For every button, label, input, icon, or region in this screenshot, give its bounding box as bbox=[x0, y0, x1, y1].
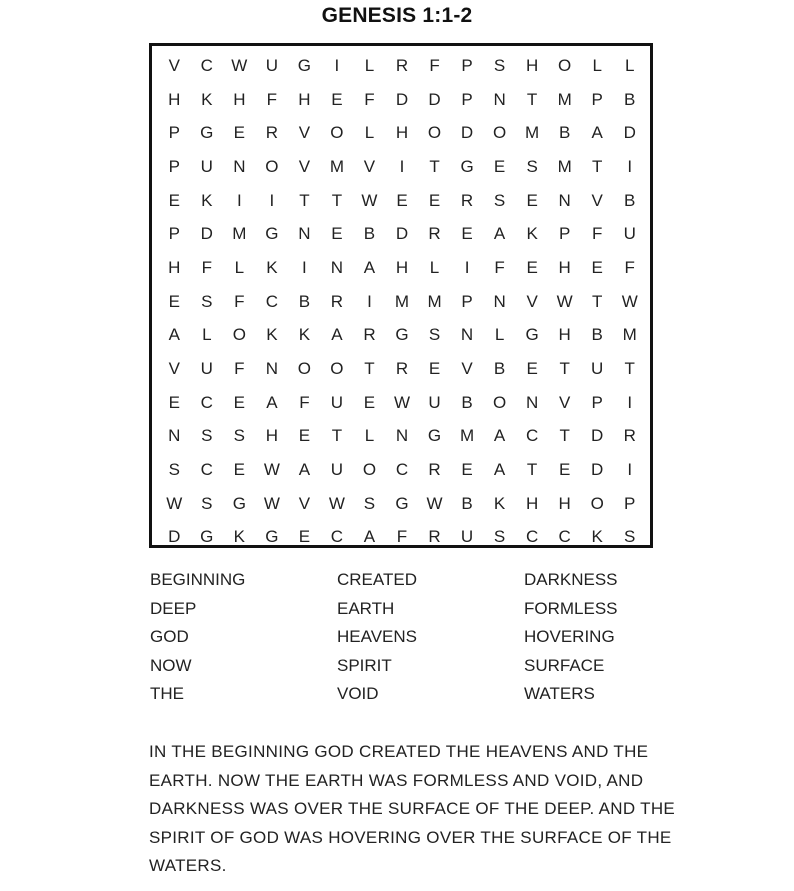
grid-letter[interactable]: H bbox=[558, 493, 571, 513]
grid-letter[interactable]: R bbox=[265, 123, 278, 143]
grid-letter[interactable]: T bbox=[559, 359, 570, 379]
grid-letter[interactable]: V bbox=[298, 123, 311, 143]
grid-letter[interactable]: R bbox=[623, 426, 636, 446]
grid-letter[interactable]: F bbox=[624, 257, 635, 277]
word-list-item: DARKNESS bbox=[524, 570, 618, 589]
grid-letter[interactable]: A bbox=[363, 527, 376, 547]
grid-letter[interactable]: K bbox=[201, 190, 213, 210]
grid-letter[interactable]: O bbox=[362, 460, 377, 480]
grid-letter[interactable]: F bbox=[234, 291, 245, 311]
grid-letter[interactable]: G bbox=[265, 224, 279, 244]
grid-letter[interactable]: L bbox=[624, 55, 635, 75]
grid-letter[interactable]: T bbox=[591, 291, 603, 311]
grid-letter[interactable]: E bbox=[331, 89, 343, 109]
grid-letter[interactable]: S bbox=[233, 426, 245, 446]
grid-letter[interactable]: A bbox=[298, 460, 311, 480]
word-list-item: THE bbox=[150, 684, 184, 704]
grid-letter[interactable]: S bbox=[526, 156, 538, 176]
grid-letter[interactable]: F bbox=[591, 224, 603, 244]
grid-letter[interactable]: L bbox=[364, 123, 375, 143]
grid-letter[interactable]: P bbox=[624, 493, 636, 513]
grid-letter[interactable]: E bbox=[591, 257, 603, 277]
grid-letter[interactable]: E bbox=[493, 156, 506, 176]
grid-letter[interactable]: N bbox=[233, 156, 246, 176]
grid-letter[interactable]: H bbox=[233, 89, 246, 109]
grid-letter[interactable]: V bbox=[298, 156, 311, 176]
grid-letter[interactable]: N bbox=[558, 190, 571, 210]
grid-letter[interactable]: B bbox=[493, 359, 506, 379]
grid-letter[interactable]: B bbox=[461, 493, 473, 513]
grid-letter[interactable]: T bbox=[526, 460, 538, 480]
grid-letter[interactable]: P bbox=[461, 55, 473, 75]
grid-letter[interactable]: W bbox=[426, 493, 443, 513]
grid-letter[interactable]: T bbox=[559, 426, 570, 446]
grid-letter[interactable]: C bbox=[330, 527, 344, 547]
word-list-item: BEGINNING bbox=[150, 570, 246, 589]
grid-letter[interactable]: M bbox=[329, 156, 344, 176]
grid-letter[interactable]: D bbox=[591, 426, 604, 446]
grid-letter[interactable]: P bbox=[168, 156, 180, 176]
grid-letter[interactable]: M bbox=[557, 89, 572, 109]
grid-letter[interactable]: I bbox=[627, 392, 633, 412]
grid-letter[interactable]: M bbox=[427, 291, 442, 311]
grid-letter[interactable]: E bbox=[168, 392, 180, 412]
grid-letter[interactable]: W bbox=[393, 392, 411, 412]
grid-letter[interactable]: B bbox=[624, 190, 636, 210]
grid-letter[interactable]: M bbox=[459, 426, 475, 446]
grid-letter[interactable]: G bbox=[395, 325, 409, 345]
grid-letter[interactable]: N bbox=[298, 224, 311, 244]
grid-letter[interactable]: M bbox=[394, 291, 410, 311]
grid-letter[interactable]: R bbox=[330, 291, 344, 311]
grid-letter[interactable]: I bbox=[302, 257, 307, 277]
grid-letter[interactable]: G bbox=[297, 55, 311, 75]
grid-letter[interactable]: P bbox=[461, 89, 473, 109]
grid-letter[interactable]: E bbox=[168, 291, 180, 311]
grid-letter[interactable]: W bbox=[361, 190, 378, 210]
grid-letter[interactable]: G bbox=[200, 527, 214, 547]
grid-letter[interactable]: D bbox=[623, 123, 636, 143]
grid-letter[interactable]: F bbox=[299, 392, 310, 412]
verse-line: WATERS. bbox=[149, 856, 227, 876]
grid-letter[interactable]: C bbox=[265, 291, 278, 311]
grid-letter[interactable]: N bbox=[265, 359, 278, 379]
grid-letter[interactable]: S bbox=[363, 493, 376, 513]
grid-letter[interactable]: U bbox=[591, 359, 604, 379]
grid-letter[interactable]: W bbox=[328, 493, 345, 513]
grid-letter[interactable]: H bbox=[265, 426, 278, 446]
word-list-item: SURFACE bbox=[524, 655, 605, 675]
grid-letter[interactable]: O bbox=[558, 55, 572, 75]
grid-letter[interactable]: G bbox=[427, 426, 442, 446]
grid-letter[interactable]: U bbox=[265, 55, 278, 75]
grid-letter[interactable]: T bbox=[364, 359, 375, 379]
grid-letter[interactable]: O bbox=[265, 156, 279, 176]
grid-letter[interactable]: N bbox=[493, 89, 506, 109]
grid-letter[interactable]: T bbox=[429, 156, 440, 176]
grid-letter[interactable]: F bbox=[429, 55, 440, 75]
grid-letter[interactable]: A bbox=[168, 325, 180, 345]
grid-letter[interactable]: O bbox=[427, 123, 442, 143]
grid-letter[interactable]: C bbox=[525, 527, 539, 547]
grid-letter[interactable]: N bbox=[460, 325, 474, 345]
grid-letter[interactable]: D bbox=[168, 527, 181, 547]
grid-letter[interactable]: H bbox=[395, 123, 409, 143]
grid-letter[interactable]: U bbox=[428, 392, 441, 412]
grid-letter[interactable]: A bbox=[493, 426, 506, 446]
grid-letter[interactable]: L bbox=[234, 257, 245, 277]
grid-letter[interactable]: U bbox=[200, 156, 213, 176]
grid-letter[interactable]: K bbox=[201, 89, 213, 109]
grid-letter[interactable]: U bbox=[623, 224, 636, 244]
grid-letter[interactable]: V bbox=[363, 156, 376, 176]
word-list-item: EARTH bbox=[337, 598, 395, 618]
grid-letter[interactable]: H bbox=[525, 55, 539, 75]
word-list-item: SPIRIT bbox=[337, 655, 392, 675]
grid-letter[interactable]: N bbox=[493, 291, 506, 311]
grid-letter[interactable]: U bbox=[330, 392, 344, 412]
grid-letter[interactable]: O bbox=[590, 493, 604, 513]
grid-letter[interactable]: B bbox=[558, 123, 571, 143]
grid-letter[interactable]: N bbox=[395, 426, 409, 446]
grid-letter[interactable]: C bbox=[558, 527, 571, 547]
grid-letter[interactable]: L bbox=[494, 325, 505, 345]
grid-letter[interactable]: K bbox=[591, 527, 603, 547]
grid-letter[interactable]: C bbox=[525, 426, 539, 446]
word-list-item: HEAVENS bbox=[337, 627, 417, 647]
grid-letter[interactable]: L bbox=[364, 55, 375, 75]
grid-letter[interactable]: I bbox=[367, 291, 372, 311]
grid-letter[interactable]: N bbox=[330, 257, 344, 277]
word-list-item: DEEP bbox=[150, 598, 197, 618]
grid-letter[interactable]: E bbox=[461, 224, 473, 244]
verse-line: IN THE BEGINNING GOD CREATED THE HEAVENS AND THE bbox=[149, 742, 649, 761]
grid-letter[interactable]: H bbox=[558, 257, 571, 277]
grid-letter[interactable]: V bbox=[461, 359, 473, 379]
grid-letter[interactable]: A bbox=[493, 224, 506, 244]
grid-letter[interactable]: R bbox=[428, 460, 441, 480]
grid-letter[interactable]: R bbox=[363, 325, 376, 345]
grid-letter[interactable]: I bbox=[236, 190, 242, 210]
grid-letter[interactable]: G bbox=[232, 493, 246, 513]
verse-line: DARKNESS WAS OVER THE SURFACE OF THE DEEP. AND THE bbox=[149, 799, 676, 819]
grid-letter[interactable]: B bbox=[363, 224, 376, 244]
grid-letter[interactable]: I bbox=[464, 257, 470, 277]
grid-letter[interactable]: E bbox=[428, 190, 441, 210]
grid-letter[interactable]: S bbox=[624, 527, 636, 547]
word-list-item: NOW bbox=[150, 655, 192, 675]
grid-letter[interactable]: A bbox=[266, 392, 278, 412]
grid-letter[interactable]: E bbox=[233, 392, 245, 412]
grid-letter[interactable]: E bbox=[461, 460, 473, 480]
grid-letter[interactable]: B bbox=[591, 325, 603, 345]
grid-letter[interactable]: P bbox=[591, 392, 603, 412]
grid-letter[interactable]: W bbox=[166, 493, 183, 513]
grid-letter[interactable]: W bbox=[621, 291, 638, 311]
grid-letter[interactable]: A bbox=[591, 123, 603, 143]
grid-letter[interactable]: W bbox=[556, 291, 573, 311]
letter-grid bbox=[158, 49, 646, 554]
grid-letter[interactable]: A bbox=[493, 460, 506, 480]
grid-letter[interactable]: R bbox=[460, 190, 474, 210]
grid-letter[interactable]: F bbox=[364, 89, 375, 109]
grid-letter[interactable]: T bbox=[331, 426, 343, 446]
grid-letter[interactable]: L bbox=[364, 426, 375, 446]
grid-letter[interactable]: W bbox=[263, 460, 280, 480]
grid-letter[interactable]: F bbox=[396, 527, 408, 547]
grid-letter[interactable]: E bbox=[233, 123, 245, 143]
grid-letter[interactable]: E bbox=[298, 426, 311, 446]
grid-letter[interactable]: B bbox=[624, 89, 636, 109]
verse-line: EARTH. NOW THE EARTH WAS FORMLESS AND VOID, AND bbox=[149, 770, 644, 790]
grid-letter[interactable]: T bbox=[526, 89, 538, 109]
word-list-item: CREATED bbox=[337, 570, 417, 589]
grid-letter[interactable]: V bbox=[558, 392, 571, 412]
word-search-grid bbox=[149, 43, 653, 548]
grid-letter[interactable]: K bbox=[493, 493, 506, 513]
grid-letter[interactable]: V bbox=[298, 493, 311, 513]
grid-letter[interactable]: H bbox=[395, 257, 409, 277]
grid-letter[interactable]: V bbox=[526, 291, 538, 311]
grid-letter[interactable]: T bbox=[624, 359, 635, 379]
grid-letter[interactable]: O bbox=[492, 392, 507, 412]
grid-letter[interactable]: R bbox=[428, 224, 441, 244]
grid-letter[interactable]: M bbox=[557, 156, 572, 176]
grid-letter[interactable]: E bbox=[331, 224, 343, 244]
grid-letter[interactable]: H bbox=[558, 325, 571, 345]
grid-letter[interactable]: O bbox=[492, 123, 507, 143]
grid-letter[interactable]: E bbox=[298, 527, 311, 547]
grid-letter[interactable]: K bbox=[526, 224, 538, 244]
grid-letter[interactable]: E bbox=[233, 460, 245, 480]
word-list bbox=[150, 570, 710, 713]
grid-letter[interactable]: S bbox=[168, 460, 180, 480]
grid-letter[interactable]: W bbox=[263, 493, 280, 513]
grid-letter[interactable]: C bbox=[395, 460, 409, 480]
grid-letter[interactable]: O bbox=[232, 325, 246, 345]
grid-letter[interactable]: I bbox=[627, 460, 633, 480]
grid-letter[interactable]: B bbox=[461, 392, 473, 412]
grid-letter[interactable]: I bbox=[627, 156, 633, 176]
grid-letter[interactable]: V bbox=[168, 359, 180, 379]
grid-letter[interactable]: E bbox=[363, 392, 376, 412]
grid-letter[interactable]: P bbox=[558, 224, 571, 244]
grid-letter[interactable]: C bbox=[200, 460, 213, 480]
grid-letter[interactable]: S bbox=[493, 190, 506, 210]
grid-letter[interactable]: O bbox=[330, 359, 344, 379]
grid-letter[interactable]: H bbox=[168, 257, 181, 277]
grid-letter[interactable]: G bbox=[525, 325, 539, 345]
grid-letter[interactable]: P bbox=[168, 224, 180, 244]
grid-letter[interactable]: P bbox=[168, 123, 180, 143]
grid-letter[interactable]: V bbox=[168, 55, 180, 75]
grid-letter[interactable]: S bbox=[201, 426, 213, 446]
grid-letter[interactable]: I bbox=[399, 156, 405, 176]
grid-letter[interactable]: E bbox=[168, 190, 180, 210]
grid-letter[interactable]: E bbox=[396, 190, 408, 210]
grid-letter[interactable]: E bbox=[526, 359, 538, 379]
grid-letter[interactable]: K bbox=[233, 527, 245, 547]
grid-letter[interactable]: I bbox=[269, 190, 275, 210]
grid-letter[interactable]: E bbox=[526, 190, 538, 210]
grid-letter[interactable]: D bbox=[395, 224, 409, 244]
grid-letter[interactable]: H bbox=[168, 89, 181, 109]
grid-letter[interactable]: S bbox=[493, 527, 506, 547]
grid-letter[interactable]: L bbox=[429, 257, 440, 277]
grid-letter[interactable]: S bbox=[428, 325, 441, 345]
grid-letter[interactable]: S bbox=[493, 55, 506, 75]
grid-letter[interactable]: U bbox=[330, 460, 344, 480]
grid-letter[interactable]: E bbox=[428, 359, 441, 379]
grid-letter[interactable]: C bbox=[200, 55, 213, 75]
verse-text bbox=[149, 738, 709, 881]
grid-letter[interactable]: O bbox=[297, 359, 311, 379]
grid-letter[interactable]: N bbox=[168, 426, 181, 446]
grid-letter[interactable]: T bbox=[591, 156, 603, 176]
word-list-item: VOID bbox=[337, 684, 379, 704]
grid-letter[interactable]: A bbox=[363, 257, 376, 277]
grid-letter[interactable]: U bbox=[460, 527, 474, 547]
grid-letter[interactable]: S bbox=[201, 493, 213, 513]
grid-letter[interactable]: L bbox=[202, 325, 212, 345]
grid-letter[interactable]: P bbox=[461, 291, 473, 311]
grid-letter[interactable]: M bbox=[232, 224, 247, 244]
grid-letter[interactable]: G bbox=[460, 156, 474, 176]
grid-letter[interactable]: K bbox=[266, 257, 278, 277]
grid-letter[interactable]: D bbox=[591, 460, 604, 480]
grid-letter[interactable]: P bbox=[591, 89, 603, 109]
grid-letter[interactable]: D bbox=[395, 89, 409, 109]
word-list-item: GOD bbox=[150, 627, 189, 647]
grid-letter[interactable]: E bbox=[526, 257, 538, 277]
grid-letter[interactable]: A bbox=[331, 325, 343, 345]
grid-letter[interactable]: D bbox=[460, 123, 474, 143]
grid-letter[interactable]: H bbox=[525, 493, 539, 513]
grid-letter[interactable]: T bbox=[331, 190, 343, 210]
grid-letter[interactable]: B bbox=[298, 291, 311, 311]
word-list-item: FORMLESS bbox=[524, 598, 618, 618]
grid-letter[interactable]: K bbox=[298, 325, 311, 345]
grid-letter[interactable]: H bbox=[298, 89, 311, 109]
grid-letter[interactable]: V bbox=[591, 190, 603, 210]
grid-letter[interactable]: L bbox=[592, 55, 602, 75]
grid-letter[interactable]: F bbox=[234, 359, 245, 379]
grid-letter[interactable]: F bbox=[494, 257, 505, 277]
grid-letter[interactable]: O bbox=[330, 123, 344, 143]
grid-letter[interactable]: E bbox=[558, 460, 571, 480]
grid-letter[interactable]: N bbox=[525, 392, 539, 412]
grid-letter[interactable]: G bbox=[395, 493, 409, 513]
grid-letter[interactable]: W bbox=[231, 55, 248, 75]
grid-letter[interactable]: I bbox=[334, 55, 340, 75]
word-list-item: WATERS bbox=[524, 684, 595, 704]
grid-letter[interactable]: G bbox=[265, 527, 279, 547]
grid-letter[interactable]: M bbox=[622, 325, 637, 345]
grid-letter[interactable]: F bbox=[266, 89, 278, 109]
grid-letter[interactable]: S bbox=[201, 291, 213, 311]
grid-letter[interactable]: D bbox=[428, 89, 441, 109]
grid-letter[interactable]: R bbox=[428, 527, 441, 547]
grid-letter[interactable]: G bbox=[200, 123, 214, 143]
grid-letter[interactable]: U bbox=[200, 359, 213, 379]
grid-letter[interactable]: K bbox=[266, 325, 278, 345]
grid-letter[interactable]: R bbox=[395, 359, 409, 379]
grid-letter[interactable]: T bbox=[299, 190, 310, 210]
puzzle-title: GENESIS 1:1-2 bbox=[321, 4, 473, 27]
grid-letter[interactable]: D bbox=[200, 224, 213, 244]
word-list-item: HOVERING bbox=[524, 627, 615, 647]
grid-letter[interactable]: M bbox=[525, 123, 540, 143]
verse-line: SPIRIT OF GOD WAS HOVERING OVER THE SURFACE OF THE bbox=[149, 827, 672, 847]
grid-letter[interactable]: R bbox=[395, 55, 409, 75]
grid-letter[interactable]: C bbox=[200, 392, 213, 412]
grid-letter[interactable]: F bbox=[201, 257, 212, 277]
